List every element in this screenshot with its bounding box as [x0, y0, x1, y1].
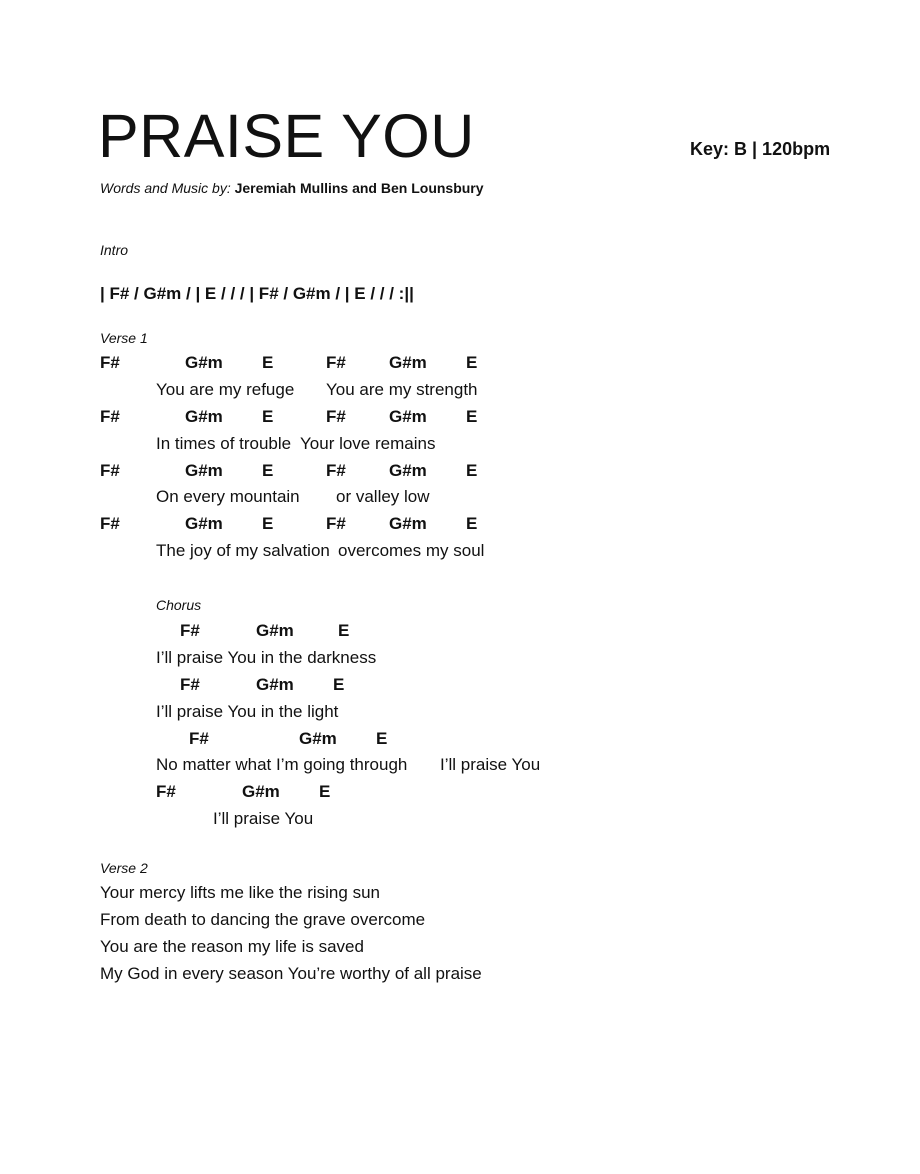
chord: G#m: [256, 621, 294, 640]
chord: F#: [326, 514, 346, 533]
lyric: Your love remains: [300, 434, 436, 453]
intro-progression: | F# / G#m / | E / / / | F# / G#m / | E / / / :||: [100, 284, 414, 303]
lyric: Your mercy lifts me like the rising sun: [100, 883, 380, 902]
chord: E: [466, 461, 478, 480]
chord: F#: [189, 729, 209, 748]
lyric: I’ll praise You in the light: [156, 702, 339, 721]
chord: F#: [326, 461, 346, 480]
lyric: In times of trouble: [156, 434, 292, 453]
lyric: From death to dancing the grave overcome: [100, 910, 426, 929]
credits-label: Words and Music by:: [100, 180, 231, 196]
chord: E: [466, 514, 478, 533]
chord: E: [262, 461, 274, 480]
chorus-label: Chorus: [156, 597, 202, 613]
chord: E: [319, 782, 331, 801]
lyric: You are my strength: [326, 380, 478, 399]
chord: E: [466, 407, 478, 426]
chord: E: [338, 621, 350, 640]
lyric: I’ll praise You: [440, 755, 541, 774]
chord: G#m: [389, 353, 427, 372]
intro-label: Intro: [100, 242, 129, 258]
lyric: You are my refuge: [156, 380, 295, 399]
chord: G#m: [185, 353, 223, 372]
chord: G#m: [389, 407, 427, 426]
lyric: or valley low: [336, 487, 430, 506]
credits: [100, 180, 484, 196]
chord: G#m: [185, 407, 223, 426]
chord: E: [466, 353, 478, 372]
chord: F#: [100, 353, 120, 372]
chord: F#: [326, 407, 346, 426]
lyric: The joy of my salvation: [156, 541, 330, 560]
chord: G#m: [185, 514, 223, 533]
chord: F#: [100, 514, 120, 533]
lyric: On every mountain: [156, 487, 300, 506]
chord: E: [262, 353, 274, 372]
chord: E: [333, 675, 345, 694]
chord: G#m: [256, 675, 294, 694]
verse1-label: Verse 1: [100, 330, 148, 346]
chord: E: [376, 729, 388, 748]
chord: F#: [100, 407, 120, 426]
lyric: I’ll praise You in the darkness: [156, 648, 377, 667]
chord: E: [262, 407, 274, 426]
chord: G#m: [242, 782, 280, 801]
chord: F#: [156, 782, 176, 801]
chord: F#: [326, 353, 346, 372]
lyric: I’ll praise You: [213, 809, 314, 828]
chord: F#: [180, 675, 200, 694]
key-tempo: Key: B | 120bpm: [690, 139, 831, 159]
lyric: You are the reason my life is saved: [100, 937, 364, 956]
chord: G#m: [389, 514, 427, 533]
lyric: My God in every season You’re worthy of all praise: [100, 964, 482, 983]
verse2-label: Verse 2: [100, 860, 148, 876]
chord: G#m: [389, 461, 427, 480]
credits-names: Jeremiah Mullins and Ben Lounsbury: [234, 180, 484, 196]
chord: F#: [180, 621, 200, 640]
lyric: overcomes my soul: [338, 541, 485, 560]
chord: G#m: [299, 729, 337, 748]
chord: E: [262, 514, 274, 533]
chord: G#m: [185, 461, 223, 480]
song-title: PRAISE YOU: [98, 102, 475, 170]
chord: F#: [100, 461, 120, 480]
lyric: No matter what I’m going through: [156, 755, 408, 774]
